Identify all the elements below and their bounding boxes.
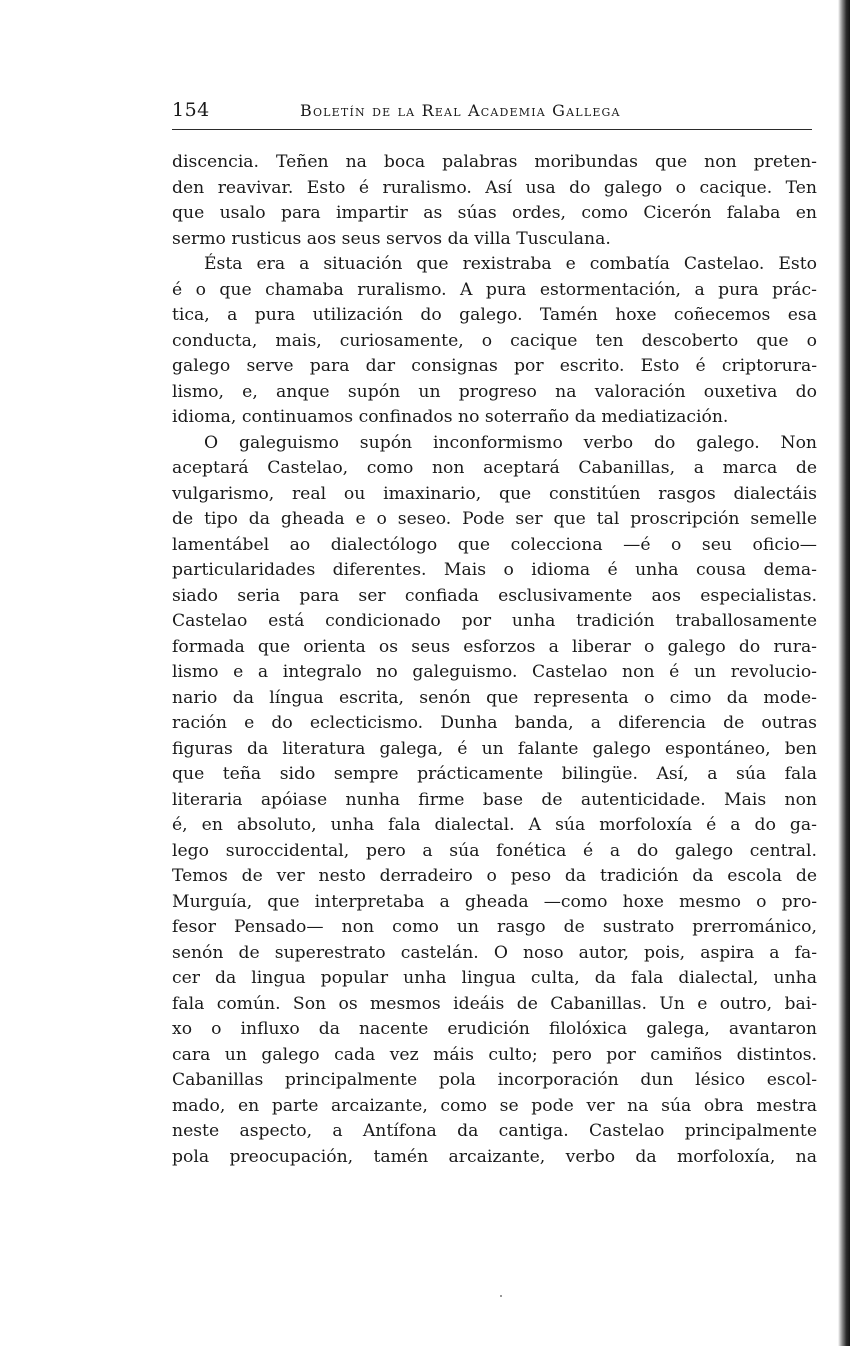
text-line: siado seria para ser confiada esclusivamente aos especialistas. <box>172 585 817 606</box>
running-title: Boletín de la Real Academia Gallega <box>300 101 621 120</box>
text-line: senón de superestrato castelán. O noso autor, pois, aspira a fa- <box>172 942 817 963</box>
text-line: que usalo para impartir as súas ordes, como Cicerón falaba en <box>172 203 817 223</box>
text-line: sermo rusticus aos seus servos da villa Tusculana. <box>172 228 611 249</box>
header-rule <box>172 129 812 130</box>
text-line: formada que orienta os seus esforzos a liberar o galego do rura- <box>172 636 817 657</box>
text-line: cara un galego cada vez máis culto; pero por camiños distintos. <box>172 1044 817 1065</box>
print-speck <box>500 1295 502 1297</box>
text-line: lismo, e, anque supón un progreso na valoración ouxetiva do <box>172 381 817 402</box>
text-line: Castelao está condicionado por unha tradición traballosamente <box>172 611 817 631</box>
text-line: figuras da literatura galega, é un falante galego espontáneo, ben <box>172 738 817 759</box>
text-line: pola preocupación, tamén arcaizante, verbo da morfoloxía, na <box>172 1146 817 1167</box>
page-edge-shadow <box>838 0 850 1346</box>
text-line: ración e do eclecticismo. Dunha banda, a diferencia de outras <box>172 713 817 733</box>
text-line: O galeguismo supón inconformismo verbo do galego. Non <box>204 432 817 453</box>
text-line: den reavivar. Esto é ruralismo. Así usa do galego o cacique. Ten <box>172 177 817 198</box>
text-line: mado, en parte arcaizante, como se pode ver na súa obra mestra <box>172 1095 817 1116</box>
text-line: lismo e a integralo no galeguismo. Castelao non é un revolucio- <box>172 662 817 682</box>
text-line: cer da lingua popular unha lingua culta, da fala dialectal, unha <box>172 968 817 988</box>
text-line: particularidades diferentes. Mais o idioma é unha cousa dema- <box>172 560 817 580</box>
text-line: idioma, continuamos confinados no soterraño da mediatización. <box>172 407 729 427</box>
page-header <box>172 97 812 127</box>
text-line: Murguía, que interpretaba a gheada —como hoxe mesmo o pro- <box>172 891 817 912</box>
text-line: fala común. Son os mesmos ideáis de Cabanillas. Un e outro, bai- <box>172 993 817 1014</box>
text-line: literaria apóiase nunha firme base de autenticidade. Mais non <box>172 789 817 810</box>
text-line: discencia. Teñen na boca palabras moribundas que non preten- <box>172 152 817 172</box>
body-text <box>172 150 817 1170</box>
text-line: é o que chamaba ruralismo. A pura estormentación, a pura prác- <box>172 279 817 300</box>
text-line: Cabanillas principalmente pola incorporación dun lésico escol- <box>172 1070 817 1090</box>
text-line: nario da língua escrita, senón que representa o cimo da mode- <box>172 687 817 708</box>
text-line: aceptará Castelao, como non aceptará Cabanillas, a marca de <box>172 458 817 478</box>
text-line: Temos de ver nesto derradeiro o peso da tradición da escola de <box>172 866 817 886</box>
text-line: neste aspecto, a Antífona da cantiga. Castelao principalmente <box>172 1121 817 1141</box>
text-line: xo o influxo da nacente erudición filolóxica galega, avantaron <box>172 1019 817 1039</box>
text-line: vulgarismo, real ou imaxinario, que constitúen rasgos dialectáis <box>172 483 817 504</box>
text-line: Ésta era a situación que rexistraba e combatía Castelao. Esto <box>204 254 817 274</box>
text-line: de tipo da gheada e o seseo. Pode ser que tal proscripción semelle <box>172 509 817 529</box>
text-line: galego serve para dar consignas por escrito. Esto é criptorura- <box>172 356 817 376</box>
text-line: fesor Pensado— non como un rasgo de sustrato prerrománico, <box>172 917 817 937</box>
page-number: 154 <box>172 99 210 121</box>
text-line: lego suroccidental, pero a súa fonética é a do galego central. <box>172 840 817 861</box>
text-line: lamentábel ao dialectólogo que colecciona —é o seu oficio— <box>172 534 817 555</box>
text-line: que teña sido sempre prácticamente bilingüe. Así, a súa fala <box>172 764 817 784</box>
text-line: tica, a pura utilización do galego. Tamén hoxe coñecemos esa <box>172 305 817 325</box>
text-line: conducta, mais, curiosamente, o cacique ten descoberto que o <box>172 330 817 351</box>
text-line: é, en absoluto, unha fala dialectal. A súa morfoloxía é a do ga- <box>172 815 817 835</box>
